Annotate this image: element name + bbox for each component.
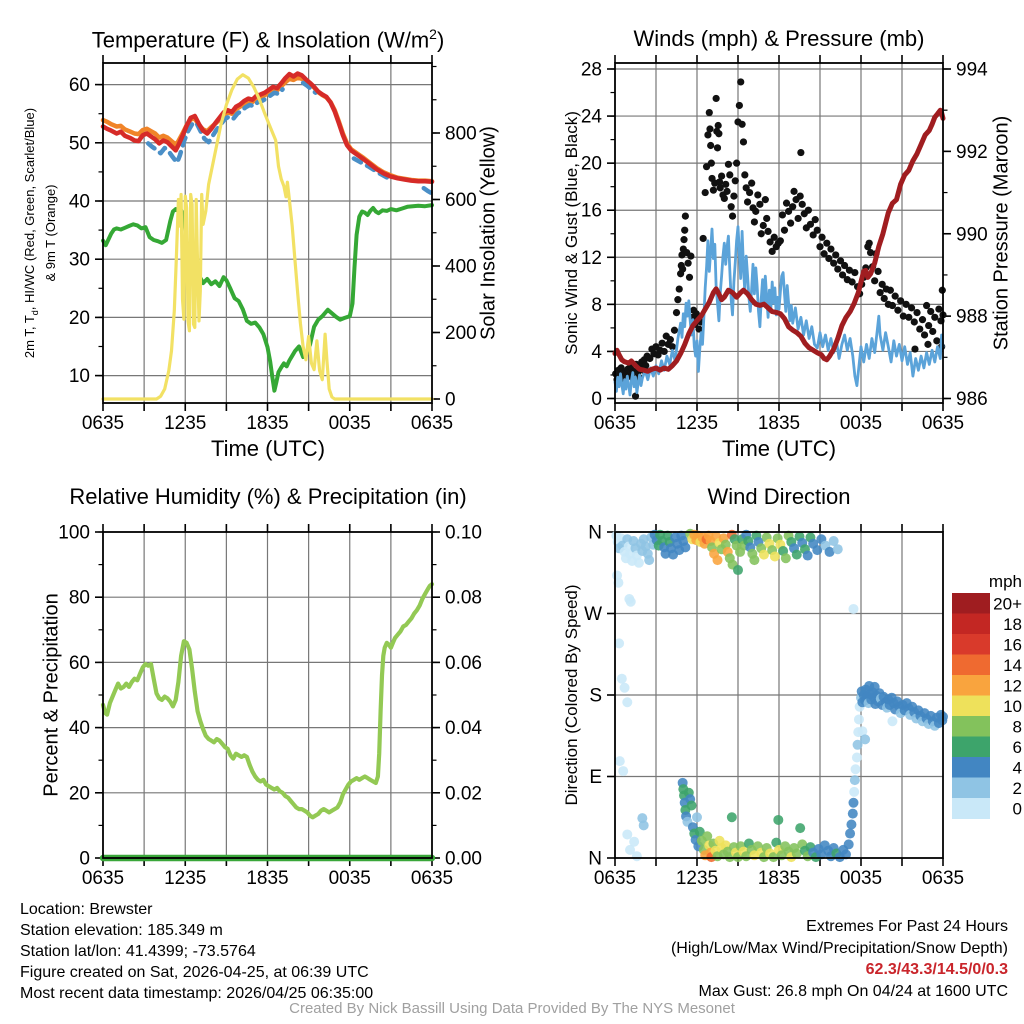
gust-black-dots (733, 160, 740, 167)
x-tick-label: 0635 (81, 868, 125, 889)
gust-black-dots (911, 318, 918, 325)
gust-black-dots (795, 215, 802, 222)
gust-black-dots (748, 180, 755, 187)
gust-black-dots (680, 236, 687, 243)
panel2-yaxis-right-label: Station Pressure (Maroon) (990, 115, 1013, 351)
station-latlon: Station lat/lon: 41.4399; -73.5764 (20, 943, 256, 960)
x-tick-label: 0635 (410, 413, 454, 434)
colorbar-label: 6 (1012, 737, 1022, 757)
gust-black-dots (752, 208, 759, 215)
colorbar-title: mph (988, 572, 1022, 591)
x-tick-label: 0035 (839, 868, 883, 889)
y-tick-label: E (589, 767, 602, 788)
gust-black-dots (744, 198, 751, 205)
gust-black-dots (871, 277, 878, 284)
colorbar-cell (952, 778, 990, 799)
wind-direction-dots (854, 714, 864, 724)
x-tick-label: 1235 (675, 868, 719, 889)
gust-black-dots (713, 95, 720, 102)
gust-black-dots (676, 285, 683, 292)
y-tick-label: 20 (68, 307, 90, 329)
y-tick-label: 28 (580, 59, 602, 81)
station-elevation: Station elevation: 185.349 m (20, 922, 223, 939)
gust-black-dots (790, 188, 797, 195)
credit-line: Created By Nick Bassill Using Data Provided By The NYS Mesonet (289, 1000, 735, 1017)
gust-black-dots (913, 309, 920, 316)
gust-black-dots (787, 220, 794, 227)
gust-black-dots (736, 102, 743, 109)
max-gust: Max Gust: 26.8 mph On 04/24 at 1600 UTC (698, 982, 1008, 1000)
gust-black-dots (925, 322, 932, 329)
wind-direction-dots (634, 558, 644, 568)
data-timestamp: Most recent data timestamp: 2026/04/25 06:35:00 (20, 985, 374, 1002)
gust-black-dots (905, 314, 912, 321)
x-tick-label: 0635 (921, 413, 965, 434)
colorbar-cell (952, 798, 990, 819)
y-tick-label: 0 (591, 389, 602, 410)
colorbar-label: 20+ (993, 594, 1022, 614)
gust-black-dots (718, 172, 725, 179)
gust-black-dots (866, 240, 873, 247)
gust-black-dots (783, 200, 790, 207)
gust-black-dots (687, 253, 694, 260)
gust-black-dots (929, 328, 936, 335)
wind-direction-dots (644, 555, 654, 565)
wind-direction-dots (860, 734, 870, 744)
gust-black-dots (762, 196, 769, 203)
gust-black-dots (673, 309, 680, 316)
gust-black-dots (805, 207, 812, 214)
y-tick-label: 200 (445, 323, 477, 344)
gust-black-dots (797, 192, 804, 199)
gust-black-dots (892, 293, 899, 300)
gust-black-dots (797, 149, 804, 156)
wind-direction-dots (833, 544, 843, 554)
gust-black-dots (764, 228, 771, 235)
gust-black-dots (667, 336, 674, 343)
gust-black-dots (777, 237, 784, 244)
x-tick-label: 0035 (328, 413, 371, 434)
wind-direction-dots (639, 820, 649, 830)
wind-direction-dots (848, 604, 858, 614)
gust-black-dots (632, 393, 639, 400)
gust-black-dots (874, 268, 881, 275)
wind-direction-dots (622, 697, 632, 707)
gust-black-dots (799, 201, 806, 208)
wind-direction-dots (632, 851, 642, 861)
gust-black-dots (935, 305, 942, 312)
wind-direction-dots (733, 565, 743, 575)
gust-black-dots (739, 121, 746, 128)
gust-black-dots (706, 109, 713, 116)
wind-direction-dots (852, 752, 862, 762)
gust-black-dots (849, 278, 856, 285)
gust-black-dots (933, 337, 940, 344)
gust-black-dots (818, 234, 825, 241)
gust-black-dots (877, 289, 884, 296)
gust-black-dots (726, 171, 733, 178)
gust-black-dots (812, 216, 819, 223)
y-tick-label: 992 (956, 141, 988, 163)
wind-direction-dots (727, 812, 737, 822)
y-tick-label: 40 (68, 718, 90, 740)
wind-direction-dots (773, 815, 783, 825)
figure-created: Figure created on Sat, 2026-04-25, at 06:39 UTC (20, 964, 369, 981)
colorbar-cell (952, 675, 990, 696)
panel2-title: Winds (mph) & Pressure (mb) (633, 26, 925, 51)
gust-black-dots (682, 212, 689, 219)
gust-black-dots (889, 302, 896, 309)
colorbar-label: 12 (1003, 676, 1022, 696)
gust-black-dots (827, 245, 834, 252)
y-tick-label: 0.10 (445, 522, 482, 544)
y-tick-label: S (589, 685, 602, 707)
y-tick-label: 0.02 (445, 783, 482, 805)
extremes-subtitle: (High/Low/Max Wind/Precipitation/Snow Depth) (670, 939, 1008, 957)
wind-direction-dots (887, 716, 897, 726)
x-tick-label: 0635 (81, 413, 125, 434)
gust-black-dots (830, 260, 837, 267)
x-tick-label: 1835 (757, 868, 801, 889)
x-tick-label: 0635 (921, 868, 965, 889)
gust-black-dots (834, 265, 841, 272)
gust-black-dots (725, 161, 732, 168)
gust-black-dots (921, 331, 928, 338)
wind-direction-dots (620, 683, 630, 693)
wind-direction-dots (864, 681, 874, 691)
gust-black-dots (789, 203, 796, 210)
gust-black-dots (832, 251, 839, 258)
y-tick-label: 8 (591, 294, 602, 316)
gust-black-dots (661, 348, 668, 355)
y-tick-label: 994 (956, 59, 988, 81)
x-tick-label: 1235 (164, 413, 207, 434)
y-tick-label: 0 (445, 389, 456, 411)
gust-black-dots (781, 227, 788, 234)
gust-black-dots (674, 296, 681, 303)
gust-black-dots (722, 181, 729, 188)
gust-black-dots (715, 122, 722, 129)
wind-direction-dots (781, 553, 791, 563)
gust-black-dots (707, 142, 714, 149)
y-tick-label: 50 (68, 133, 90, 155)
panel3-yaxis-left-label: Percent & Precipitation (40, 593, 63, 797)
y-tick-label: 800 (445, 123, 477, 145)
gust-black-dots (706, 125, 713, 132)
gust-black-dots (763, 215, 770, 222)
y-tick-label: 0.04 (445, 718, 482, 740)
y-tick-label: W (584, 604, 602, 625)
colorbar-label: 16 (1003, 635, 1022, 655)
gust-black-dots (771, 234, 778, 241)
x-tick-label: 0635 (410, 868, 454, 889)
wind-direction-dots (846, 819, 856, 829)
panel1-yaxis-right-label: Solar Insolation (Yellow) (477, 126, 500, 340)
gust-black-dots (911, 345, 918, 352)
gust-black-dots (702, 189, 709, 196)
x-tick-label: 0635 (593, 868, 637, 889)
gust-black-dots (728, 203, 735, 210)
gust-black-dots (754, 191, 761, 198)
colorbar-cell (952, 757, 990, 778)
gust-black-dots (715, 130, 722, 137)
gust-black-dots (823, 240, 830, 247)
panel2-yaxis-left-label: Sonic Wind & Gust (Blue, Black) (562, 111, 581, 355)
x-tick-label: 1835 (246, 868, 289, 889)
wind-direction-dots (629, 837, 639, 847)
colorbar-cell (952, 593, 990, 614)
wind-direction-dots (749, 555, 759, 565)
y-tick-label: 24 (580, 106, 602, 128)
colorbar-label: 0 (1012, 799, 1022, 819)
x-tick-label: 1835 (246, 413, 289, 434)
extremes-block (671, 916, 1008, 1002)
y-tick-label: 16 (580, 200, 602, 222)
y-tick-label: 0.00 (445, 848, 482, 870)
x-tick-label: 1235 (164, 868, 207, 889)
wind-direction-dots (845, 829, 855, 839)
wind-direction-dots (803, 551, 813, 561)
colorbar-cell (952, 737, 990, 758)
gust-black-dots (851, 269, 858, 276)
y-tick-label: 100 (58, 522, 90, 544)
gust-black-dots (679, 265, 686, 272)
gust-black-dots (760, 222, 767, 229)
panel4-yaxis-left-label: Direction (Colored By Speed) (562, 584, 581, 806)
wind-direction-dots (626, 597, 636, 607)
colorbar-label: 18 (1003, 614, 1022, 634)
y-tick-label: 30 (68, 249, 90, 271)
gust-black-dots (746, 189, 753, 196)
gust-black-dots (881, 295, 888, 302)
y-tick-label: 400 (445, 256, 477, 278)
gust-black-dots (737, 78, 744, 85)
wind-direction-dots (617, 674, 627, 684)
gust-black-dots (740, 138, 747, 145)
colorbar-cell (952, 634, 990, 655)
gust-black-dots (814, 227, 821, 234)
gust-black-dots (710, 187, 717, 194)
wind-direction-dots (795, 823, 805, 833)
y-tick-label: 988 (956, 306, 988, 328)
wind-direction-dots (792, 550, 802, 560)
panel1-title: Temperature (F) & Insolation $(W/m^2)$ (91, 26, 445, 53)
colorbar-cell (952, 716, 990, 737)
colorbar-label: 14 (1003, 655, 1022, 675)
panel1-xaxis-label: Time (UTC) (210, 436, 326, 461)
wind-direction-dots (849, 787, 859, 797)
y-tick-label: N (588, 848, 602, 870)
gust-black-dots (681, 227, 688, 234)
gust-black-dots (816, 243, 823, 250)
colorbar-label: 8 (1012, 717, 1022, 737)
windchill-blue-seg4 (424, 188, 432, 193)
extremes-title: Extremes For Past 24 Hours (806, 918, 1008, 935)
gust-black-dots (919, 316, 926, 323)
y-tick-label: 0.08 (445, 587, 482, 609)
gust-black-dots (730, 192, 737, 199)
y-tick-label: 20 (580, 153, 602, 175)
gust-black-dots (723, 188, 730, 195)
gust-black-dots (924, 341, 931, 348)
gust-black-dots (659, 340, 666, 347)
x-tick-label: 0635 (593, 413, 637, 434)
x-tick-label: 1235 (675, 413, 719, 434)
y-tick-label: 40 (68, 191, 90, 213)
wind-direction-dots (844, 839, 854, 849)
y-tick-label: 60 (68, 652, 90, 674)
y-tick-label: 600 (445, 190, 477, 211)
gust-black-dots (732, 177, 739, 184)
gust-black-dots (686, 274, 693, 281)
gust-black-dots (729, 212, 736, 219)
gust-black-dots (931, 314, 938, 321)
y-tick-label: 10 (68, 366, 90, 388)
gust-black-dots (708, 160, 715, 167)
x-tick-label: 0035 (328, 868, 371, 889)
x-tick-label: 1835 (757, 413, 801, 434)
wind-direction-dots (692, 812, 702, 822)
wind-direction-dots (622, 829, 632, 839)
gust-black-dots (700, 235, 707, 242)
y-tick-label: 4 (591, 341, 602, 363)
wind-direction-dots (618, 766, 628, 776)
wind-direction-dots (770, 551, 780, 561)
y-tick-label: 986 (956, 389, 988, 410)
gust-black-dots (758, 230, 765, 237)
wind-direction-dots (848, 809, 858, 819)
gust-black-dots (887, 287, 894, 294)
extremes-values: 62.3/43.3/14.5/0/0.3 (865, 961, 1008, 978)
gust-black-dots (714, 144, 721, 151)
colorbar-label: 10 (1003, 696, 1022, 716)
colorbar-label: 2 (1012, 778, 1022, 798)
colorbar-cell (952, 696, 990, 717)
gust-black-dots (894, 307, 901, 314)
wind-direction-dots (680, 542, 690, 552)
wind-direction-dots (851, 764, 861, 774)
y-tick-label: 0.06 (445, 652, 482, 674)
gust-black-dots (779, 211, 786, 218)
wind-direction-dots (615, 756, 625, 766)
gust-black-dots (908, 304, 915, 311)
y-tick-label: 60 (68, 75, 90, 97)
wind-direction-dots (687, 800, 697, 810)
panel2-xaxis-label: Time (UTC) (721, 436, 837, 461)
wind-direction-dots (850, 775, 860, 785)
y-tick-label: 20 (68, 783, 90, 805)
wind-direction-dots (848, 798, 858, 808)
y-tick-label: 0 (79, 848, 90, 870)
panel3-title: Relative Humidity (%) & Precipitation (in) (69, 484, 467, 509)
gust-black-dots (756, 201, 763, 208)
y-tick-label: N (588, 522, 602, 544)
station-info (20, 899, 373, 1004)
gust-black-dots (751, 218, 758, 225)
gust-black-dots (671, 327, 678, 334)
panel1-yaxis-left-label: 2m T, $T_d$, HI/WC (Red, Green, Scarlet/Blue) & 9m T (Orange) (22, 107, 58, 359)
colorbar-cell (952, 655, 990, 676)
gust-black-dots (916, 325, 923, 332)
gust-black-dots (741, 171, 748, 178)
y-tick-label: 12 (580, 247, 602, 269)
y-tick-label: 990 (956, 224, 988, 246)
colorbar-label: 4 (1012, 758, 1022, 778)
panel4-title: Wind Direction (707, 484, 851, 509)
gust-black-dots (927, 308, 934, 315)
y-tick-label: 80 (68, 587, 90, 609)
colorbar-cell (952, 614, 990, 635)
wind-direction-dots (713, 555, 723, 565)
station-location: Location: Brewster (20, 901, 153, 918)
gust-black-dots (923, 302, 930, 309)
gust-black-dots (685, 260, 692, 267)
gust-black-dots (721, 195, 728, 202)
x-tick-label: 0035 (839, 413, 883, 434)
